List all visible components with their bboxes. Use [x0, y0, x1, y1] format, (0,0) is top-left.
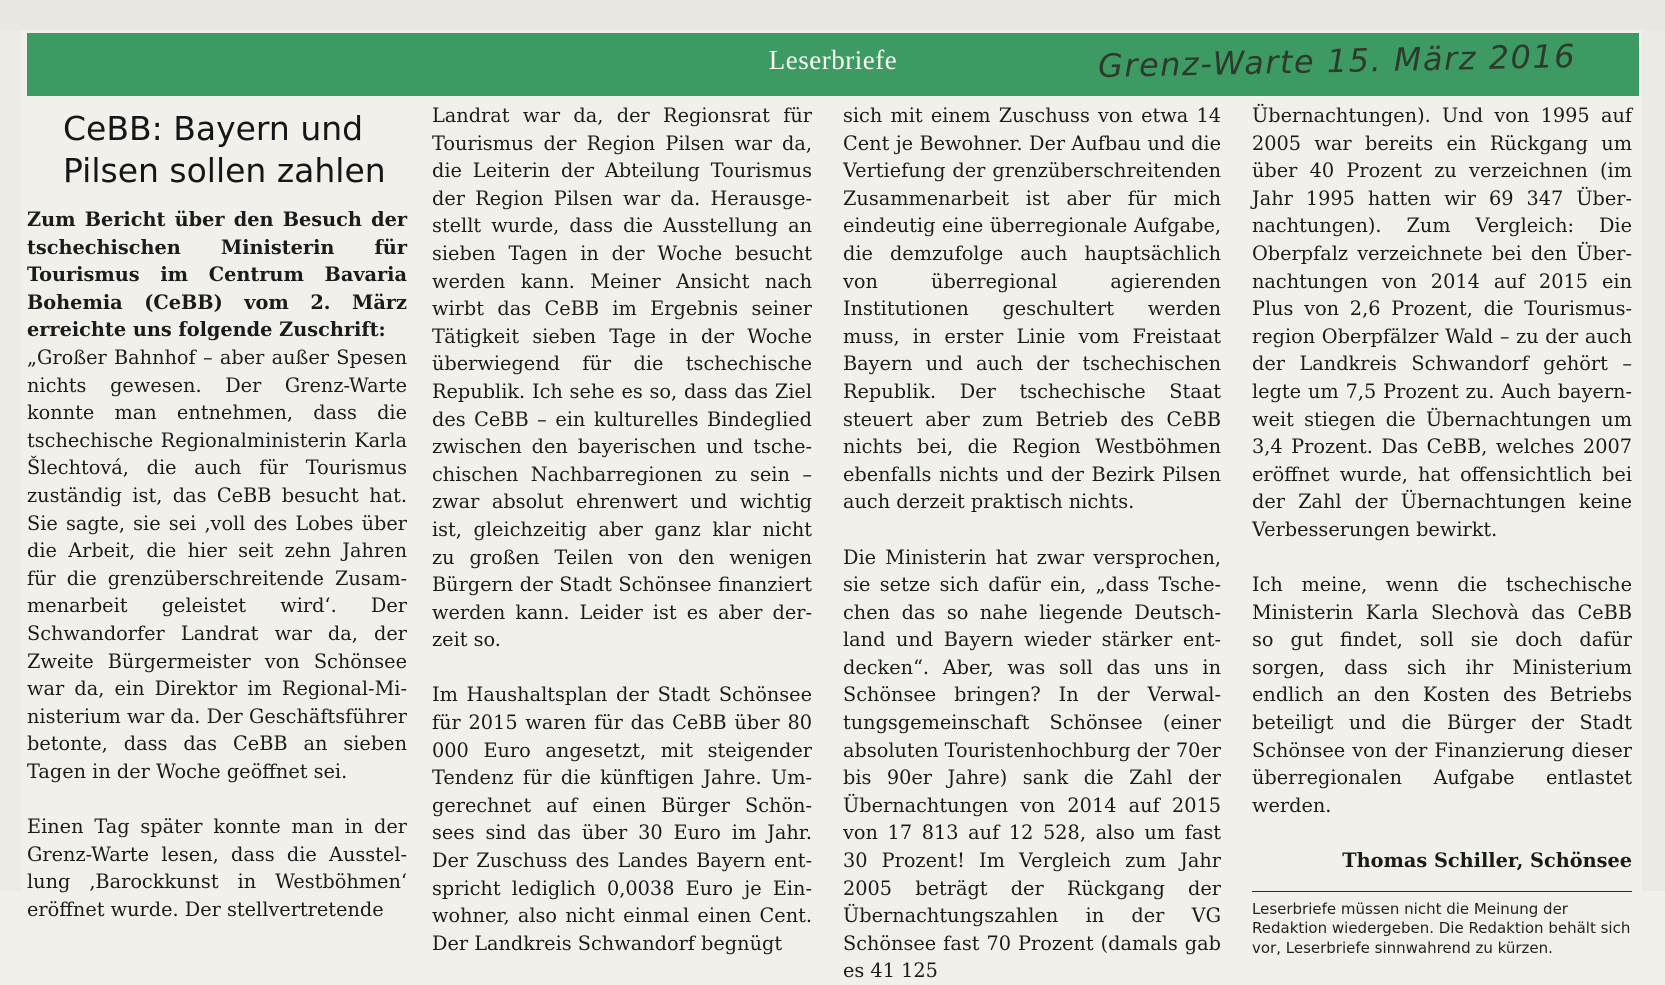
editorial-disclaimer: Leserbriefe müssen nicht die Meinung der Redaktion wiedergeben. Die Redaktion behält sich vor, Leserbriefe sinnwahrend zu kürzen.: [1252, 900, 1632, 959]
article-lead: Zum Bericht über den Besuch der tschechischen Ministerin für Tourismus im Centrum Bavaria Bohemia (CeBB) vom 2. März erreichte uns folgende Zuschrift:: [27, 206, 407, 344]
letter-paragraph-3-cont: sich mit einem Zuschuss von etwa 14 Cent je Bewohner. Der Aufbau und die Vertiefung der grenzüberschreitenden Zusammenarbeit ist aber für mich eindeutig eine überregionale Aufgabe, die demzufolge auch hauptsächlich von überregional agierenden Institutionen geschultert werden muss, in erster Linie vom Freistaat Bayern und auch der tschechischen Republik. Der tschechische Staat steuert aber zum Betrieb des CeBB nichts bei, die Region Westböhmen ebenfalls nichts und der Bezirk Pilsen auch derzeit praktisch nichts.: [843, 102, 1221, 516]
letter-paragraph-4-start: Die Ministerin hat zwar versprochen, sie setze sich dafür ein, „dass Tschechen das so nahe liegende Deutschland und Bayern wieder stärker entdecken“. Aber, was soll das uns in Schönsee bringen? In der Verwaltungsgemeinschaft Schönsee (einer absoluten Touristenhochburg der 70er bis 90er Jahre) sank die Zahl der Übernachtungen von 2014 auf 2015 von 17 813 auf 12 528, also um fast 30 Prozent! Im Vergleich zum Jahr 2005 beträgt der Rückgang der Übernachtungszahlen in der VG Schönsee fast 70 Prozent (damals gab es 41 125: [843, 544, 1221, 985]
adjacent-page-edge-left: [0, 0, 22, 891]
paper-top-edge: [0, 0, 1665, 30]
letter-paragraph-5: Ich meine, wenn die tschechische Ministerin Karla Slechovà das CeBB so gut findet, soll sie doch dafür sorgen, dass sich ihr Ministerium endlich an den Kosten des Betriebs beteiligt und die Bürger der Stadt Schönsee von der Finanzierung dieser überregionalen Aufgabe entlastet werden.: [1252, 571, 1632, 819]
article-headline: CeBB: Bayern und Pilsen sollen zahlen: [63, 108, 407, 192]
article-column-3: [843, 102, 1221, 985]
letter-paragraph-3-start: Im Haushaltsplan der Stadt Schönsee für 2015 waren für das CeBB über 80 000 Euro angesetzt, mit steigender Tendenz für die künftigen Jahre. Umgerechnet auf einen Bürger Schönsees sind das über 30 Euro im Jahr. Der Zuschuss des Landes Bayern entspricht lediglich 0,0038 Euro je Einwohner, also nicht einmal einen Cent. Der Landkreis Schwandorf begnügt: [432, 681, 812, 957]
letter-paragraph-4-cont: Übernachtungen). Und von 1995 auf 2005 war bereits ein Rückgang um über 40 Prozent zu verzeichnen (im Jahr 1995 hatten wir 69 347 Übernachtungen). Zum Vergleich: Die Oberpfalz verzeichnete bei den Übernachtungen von 2014 auf 2015 ein Plus von 2,6 Prozent, die Tourismusregion Oberpfälzer Wald – zu der auch der Landkreis Schwandorf gehört – legte um 7,5 Prozent zu. Auch bayernweit stiegen die Übernachtungen um 3,4 Prozent. Das CeBB, welches 2007 eröffnet wurde, hat offensichtlich bei der Zahl der Übernachtungen keine Verbesserungen bewirkt.: [1252, 102, 1632, 544]
letter-paragraph-1: „Großer Bahnhof – aber außer Spesen nichts gewesen. Der Grenz-Warte konnte man entnehmen, dass die tschechische Regionalministerin Karla Šlechtová, die auch für Tourismus zuständig ist, das CeBB besucht hat. Sie sagte, sie sei ‚voll des Lobes über die Arbeit, die hier seit zehn Jahren für die grenzüberschreitende Zusammenarbeit geleistet wird‘. Der Schwandorfer Landrat war da, der Zweite Bürgermeister von Schönsee war da, ein Direktor im Regional-Ministerium war da. Der Geschäftsführer betonte, dass das CeBB an sieben Tagen in der Woche geöffnet sei.: [27, 344, 407, 786]
article-column-1: [27, 102, 407, 923]
article-column-4: [1252, 102, 1632, 958]
handwritten-source-note: Grenz-Warte 15. März 2016: [1098, 37, 1577, 85]
section-title: Leserbriefe: [27, 45, 1639, 76]
author-signature: Thomas Schiller, Schönsee: [1252, 847, 1632, 875]
letter-paragraph-2-start: Einen Tag später konnte man in der Grenz-Warte lesen, dass die Ausstellung ‚Barockkunst in Westböhmen‘ eröffnet wurde. Der stellvertretende: [27, 813, 407, 923]
adjacent-page-edge-right: [1642, 0, 1665, 891]
article-column-2: [432, 102, 812, 957]
letter-paragraph-2-cont: Landrat war da, der Regionsrat für Tourismus der Region Pilsen war da, die Leiterin der Abteilung Tourismus der Region Pilsen war da. Herausgestellt wurde, dass die Ausstellung an sieben Tagen in der Woche besucht werden kann. Meiner Ansicht nach wirbt das CeBB im Ergebnis seiner Tätigkeit sieben Tage in der Woche überwiegend für die tschechische Republik. Ich sehe es so, dass das Ziel des CeBB – ein kulturelles Bindeglied zwischen den bayerischen und tschechischen Nachbarregionen zu sein – zwar absolut ehrenwert und wichtig ist, gleichzeitig aber ganz klar nicht zu großen Teilen von den wenigen Bürgern der Stadt Schönsee finanziert werden kann. Leider ist es aber derzeit so.: [432, 102, 812, 654]
